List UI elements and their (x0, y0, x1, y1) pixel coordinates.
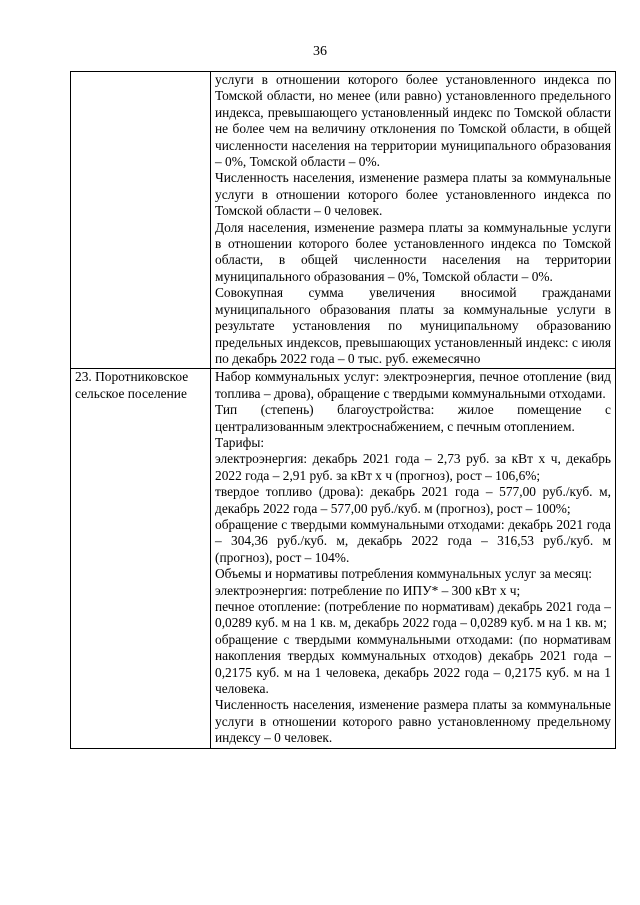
paragraph: обращение с твердыми коммунальными отходами: декабрь 2021 года – 304,36 руб./куб. м, декабрь 2022 года – 316,53 руб./куб. м (прогноз), рост – 104%. (215, 516, 611, 565)
paragraph: печное отопление: (потребление по нормативам) декабрь 2021 года – 0,0289 куб. м на 1 кв. м, декабрь 2022 года – 0,0289 куб. м на 1 кв. м; (215, 599, 611, 631)
paragraph: Набор коммунальных услуг: электроэнергия, печное отопление (вид топлива – дрова), обращение с твердыми коммунальными отходами. (215, 369, 611, 401)
paragraph: Численность населения, изменение размера платы за коммунальные услуги в отношении которого равно установленному предельному индексу – 0 человек. (215, 697, 611, 746)
paragraph: Тарифы: (215, 434, 265, 450)
table-row (71, 72, 616, 369)
paragraph: твердое топливо (дрова): декабрь 2021 года – 577,00 руб./куб. м, декабрь 2022 года – 577,00 руб./куб. м (прогноз), рост – 100%; (215, 484, 611, 516)
settlement-cell (71, 72, 211, 369)
paragraph: электроэнергия: потребление по ИПУ* – 300 кВт x ч; (215, 582, 521, 598)
page-number: 36 (313, 44, 327, 59)
table-row (71, 369, 616, 748)
paragraph: Совокупная сумма увеличения вносимой гражданами муниципального образования платы за коммунальные услуги в результате установления по муниципальному образованию предельных индексов, превышающих установленный индекс: с июля по декабрь 2022 года – 0 тыс. руб. ежемесячно (215, 285, 611, 366)
details-cell (211, 72, 616, 369)
paragraph: электроэнергия: декабрь 2021 года – 2,73 руб. за кВт x ч, декабрь 2022 года – 2,91 руб. за кВт x ч (прогноз), рост – 106,6%; (215, 451, 611, 483)
tariff-table (70, 71, 616, 749)
settlement-cell: 23. Поротниковское сельское поселение (71, 369, 211, 748)
paragraph: Объемы и нормативы потребления коммунальных услуг за месяц: (215, 566, 592, 582)
details-cell (211, 369, 616, 748)
paragraph: Доля населения, изменение размера платы за коммунальные услуги в отношении которого более установленного индекса по Томской области, в общей численности населения на территории муниципального образования – 0%, Томской области – 0%. (215, 219, 611, 284)
paragraph: услуги в отношении которого более установленного индекса по Томской области, но менее (или равно) установленного предельного индекса, превышающего установленный индекс по Томской области не более чем на величину отклонения по Томской области, в общей численности населения на территории муниципального образования – 0%, Томской области – 0%. (215, 72, 611, 170)
paragraph: обращение с твердыми коммунальными отходами: (по нормативам накопления твердых коммунальных отходов) декабрь 2021 года – 0,2175 куб. м на 1 человека, декабрь 2022 года – 0,2175 куб. м на 1 человека. (215, 631, 611, 697)
paragraph: Численность населения, изменение размера платы за коммунальные услуги в отношении которого более установленного индекса по Томской области – 0 человек. (215, 170, 611, 219)
paragraph: Тип (степень) благоустройства: жилое помещение с централизованным электроснабжением, с печным отоплением. (215, 402, 611, 434)
